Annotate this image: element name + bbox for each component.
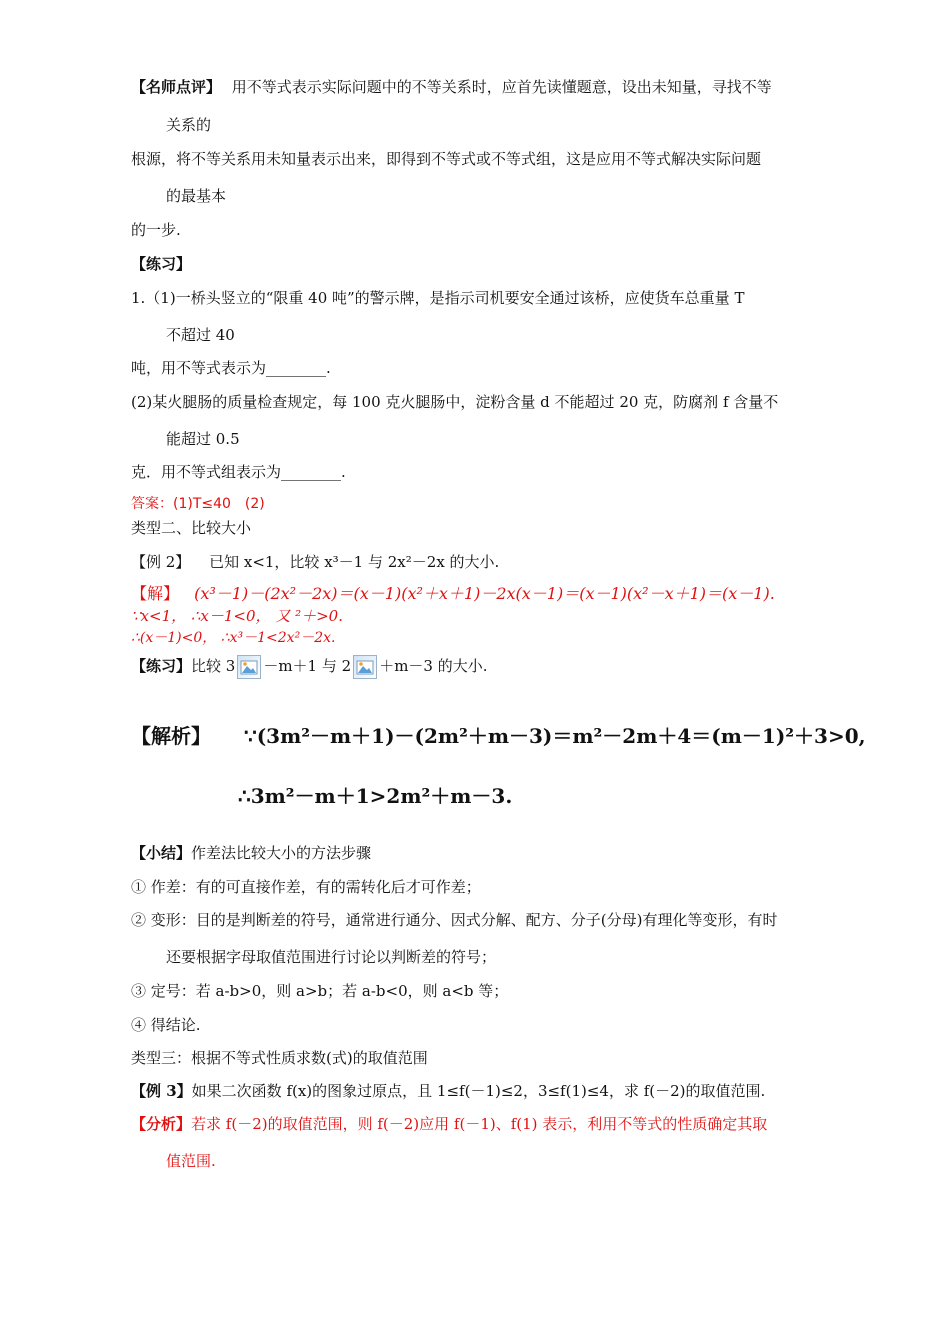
example2-tag: 【例 2】 [131, 553, 191, 571]
practice2-tag: 【练习】 [131, 657, 192, 675]
review-text-4: 的最基本 [166, 187, 227, 205]
practice-heading: 【练习】 [131, 255, 192, 273]
solution2-line1 [131, 583, 775, 605]
practice-q2-line2: 能超过 0.5 [166, 430, 240, 448]
summary-step1: ① 作差：有的可直接作差，有的需转化后才可作差； [131, 878, 481, 896]
practice2 [131, 655, 488, 679]
example2-text: 已知 x<1，比较 x³－1 与 2x²－2x 的大小. [209, 553, 500, 571]
practice2-text-b: －m＋1 与 2 [263, 657, 352, 675]
solution2-line3: ∴(x－1)<0， ∴x³－1<2x²－2x. [131, 630, 336, 646]
solution2-line2: ∵x<1， ∴x－1<0， 又 ²＋>0. [131, 607, 343, 625]
summary-step3: ③ 定号：若 a-b>0，则 a>b；若 a-b<0，则 a<b 等； [131, 982, 509, 1000]
practice2-text-a: 比较 3 [191, 657, 236, 675]
analysis2-expression1: ∵(3m²－m＋1)－(2m²＋m－3)＝m²－2m＋4＝(m－1)²＋3>0, [243, 724, 866, 748]
analysis3-text-b: 值范围. [166, 1152, 216, 1170]
summary-heading [131, 842, 371, 864]
review-text-1: 用不等式表示实际问题中的不等关系时，应首先读懂题意，设出未知量，寻找不等 [231, 78, 772, 96]
analysis2-tag: 【解析】 [131, 724, 211, 748]
practice-q1-line1: 1.（1)一桥头竖立的“限重 40 吨”的警示牌，是指示司机要安全通过该桥，应使货车总重量 T [131, 289, 745, 307]
summary-title: 作差法比较大小的方法步骤 [191, 844, 372, 862]
broken-image-icon [353, 655, 377, 679]
summary-step2-line2: 还要根据字母取值范围进行讨论以判断差的符号； [166, 948, 497, 966]
type3-title: 类型三：根据不等式性质求数(式)的取值范围 [131, 1049, 428, 1067]
summary-step2-line1: ② 变形：目的是判断差的符号，通常进行通分、因式分解、配方、分子(分母)有理化等变形，有时 [131, 911, 778, 929]
practice-answer: 答案：(1)T≤40 (2) [131, 496, 265, 512]
analysis2-expression2: ∴3m²－m＋1>2m²＋m－3. [238, 784, 513, 808]
practice-q1-line2: 不超过 40 [166, 326, 235, 344]
analysis3-text-a: 若求 f(－2)的取值范围，则 f(－2)应用 f(－1)、f(1) 表示，利用不等式的性质确定其取 [191, 1115, 768, 1133]
example3-tag: 【例 3】 [131, 1082, 192, 1100]
analysis2-line1 [131, 722, 866, 750]
analysis3-line1 [131, 1113, 767, 1135]
solution2-expression: (x³－1)－(2x²－2x)＝(x－1)(x²＋x＋1)－2x(x－1)＝(x－1)(x²－x＋1)＝(x－1). [194, 584, 775, 603]
broken-image-icon [237, 655, 261, 679]
type2-title: 类型二、比较大小 [131, 519, 252, 537]
practice-q2-line1: (2)某火腿肠的质量检查规定，每 100 克火腿肠中，淀粉含量 d 不能超过 20 克，防腐剂 f 含量不 [131, 393, 779, 411]
analysis3-tag: 【分析】 [131, 1115, 192, 1133]
example3 [131, 1080, 765, 1102]
example2 [131, 551, 499, 573]
example3-text: 如果二次函数 f(x)的图象过原点，且 1≤f(－1)≤2，3≤f(1)≤4，求 f(－2)的取值范围. [191, 1082, 766, 1100]
practice-q1-line3: 吨，用不等式表示为________. [131, 359, 331, 377]
review-text-2: 关系的 [166, 116, 212, 134]
practice2-text-c: ＋m－3 的大小. [379, 657, 488, 675]
review-text-5: 的一步. [131, 221, 181, 239]
practice-q2-line3: 克．用不等式组表示为________. [131, 463, 346, 481]
review-paragraph-line1 [131, 76, 772, 98]
summary-step4: ④ 得结论. [131, 1016, 201, 1034]
solution2-tag: 【解】 [131, 584, 180, 603]
review-text-3: 根源，将不等关系用未知量表示出来，即得到不等式或不等式组，这是应用不等式解决实际问题 [131, 150, 762, 168]
review-tag: 【名师点评】 [131, 78, 222, 96]
summary-tag: 【小结】 [131, 844, 192, 862]
